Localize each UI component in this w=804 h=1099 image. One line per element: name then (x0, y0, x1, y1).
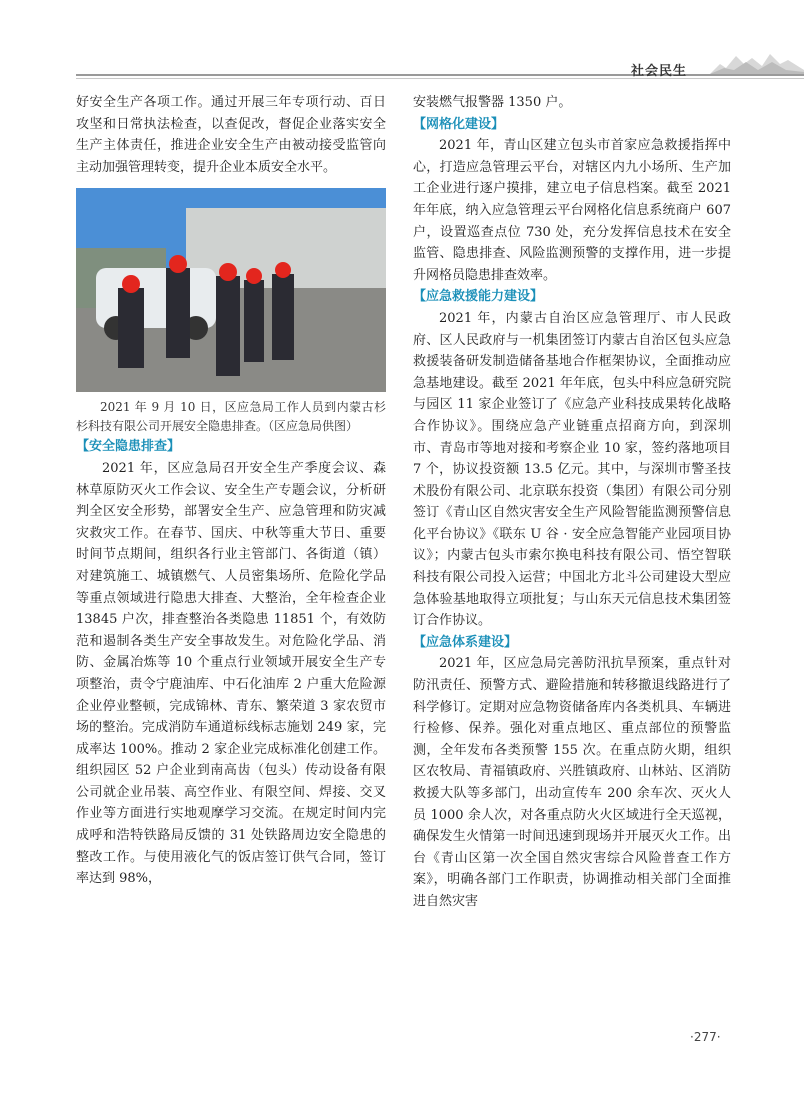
intro-paragraph: 好安全生产各项工作。通过开展三年专项行动、百日攻坚和日常执法检查，以查促改，督促企业落实安全生产主体责任，推进企业安全生产由被动接受监管向主动加强管理转变，提升企业本质安全水平。 (76, 95, 386, 175)
heading-safety-hazard: 【安全隐患排查】 (76, 439, 181, 455)
grid-construction-paragraph: 2021 年，青山区建立包头市首家应急救援指挥中心，打造应急管理云平台，对辖区内九小场所、生产加工企业进行逐户摸排，建立电子信息档案。截至 2021 年年底，纳入应急管理云平台网格化信息系统商户 607 户，设置巡查点位 730 处，充分发挥信息技术在安全监管、隐患排查、风险监测预警的支撑作用，进一步提升网格员隐患排查效率。 (413, 138, 731, 283)
page-header (0, 0, 804, 90)
emergency-system-paragraph: 2021 年，区应急局完善防汛抗旱预案，重点针对防汛责任、预警方式、避险措施和转移撤退线路进行了科学修订。定期对应急物资储备库内各类机具、车辆进行检修、保养。强化对重点地区、重点部位的预警监测，全年发布各类预警 155 次。在重点防火期，组织区农牧局、青福镇政府、兴胜镇政府、山林站、区消防救援大队等多部门，出动宣传车 200 余车次、灭火人员 1000 余人次，对各重点防火火区域进行全天巡视，确保发生火情第一时间迅速到现场并开展灭火工作。出台《青山区第一次全国自然灾害综合风险普查工作方案》，明确各部门工作职责，协调推动相关部门全面推进自然灾害 (413, 656, 731, 909)
section-title: 社会民生 (631, 64, 688, 79)
inspection-photo-image (76, 188, 386, 392)
right-column (413, 92, 731, 913)
left-column (76, 92, 386, 890)
header-rule-thin (76, 78, 804, 79)
mountain-decoration-icon (710, 50, 804, 74)
header-rule (76, 74, 804, 76)
heading-rescue-capacity: 【应急救援能力建设】 (413, 289, 544, 305)
page-number: ·277· (690, 1030, 721, 1044)
continued-paragraph: 安装燃气报警器 1350 户。 (413, 95, 572, 110)
photo-caption: 2021 年 9 月 10 日，区应急局工作人员到内蒙古杉杉科技有限公司开展安全隐患排查。（区应急局供图） (76, 400, 386, 434)
safety-hazard-paragraph: 2021 年，区应急局召开安全生产季度会议、森林草原防灭火工作会议、安全生产专题会议，分析研判全区安全形势，部署安全生产、应急管理和防灾减灾救灾工作。在春节、国庆、中秋等重大节日、重要时间节点期间，组织各行业主管部门、各街道（镇）对建筑施工、城镇燃气、人员密集场所、危险化学品等重点领域进行隐患大排查、大整治，全年检查企业 13845 户次，排查整治各类隐患 11851 个，有效防范和遏制各类生产安全事故发生。对危险化学品、消防、金属冶炼等 10 个重点行业领域开展安全生产专项整治，责令宁鹿油库、中石化油库 2 户重大危险源企业停业整顿，完成锦林、青东、繁荣道 3 家农贸市场的整治。完成消防车通道标线标志施划 249 家，完成率达 100%。推动 2 家企业完成标准化创建工作。组织园区 52 户企业到南高齿（包头）传动设备有限公司就企业吊装、高空作业、有限空间、焊接、交叉作业等方面进行实地观摩学习交流。在规定时间内完成呼和浩特铁路局反馈的 31 处铁路周边安全隐患的整改工作。与使用液化气的饭店签订供气合同，签订率达到 98%， (76, 460, 386, 887)
heading-grid-construction: 【网格化建设】 (413, 116, 505, 132)
inspection-photo (76, 188, 386, 392)
heading-emergency-system: 【应急体系建设】 (413, 634, 518, 650)
rescue-capacity-paragraph: 2021 年，内蒙古自治区应急管理厅、市人民政府、区人民政府与一机集团签订内蒙古自治区包头应急救援装备研发制造储备基地合作框架协议，全面推动应急基地建设。截至 2021 年年底，包头中科应急研究院与园区 11 家企业签订了《应急产业科技成果转化战略合作协议》。围绕应急产业链重点招商方向，到深圳市、青岛市等地对接和考察企业 10 家，签约落地项目 7 个，协议投资额 13.5 亿元。其中，与深圳市警圣技术股份有限公司、北京联东投资（集团）有限公司分别签订《青山区自然灾害安全生产风险智能监测预警信息化平台协议》《联东 U 谷 · 安全应急智能产业园项目协议》；内蒙古包头市索尔换电科技有限公司、悟空智联科技有限公司投入运营；中国北方北斗公司建设大型应急体验基地取得立项批复；与山东天元信息技术集团签订合作协议。 (413, 310, 731, 629)
